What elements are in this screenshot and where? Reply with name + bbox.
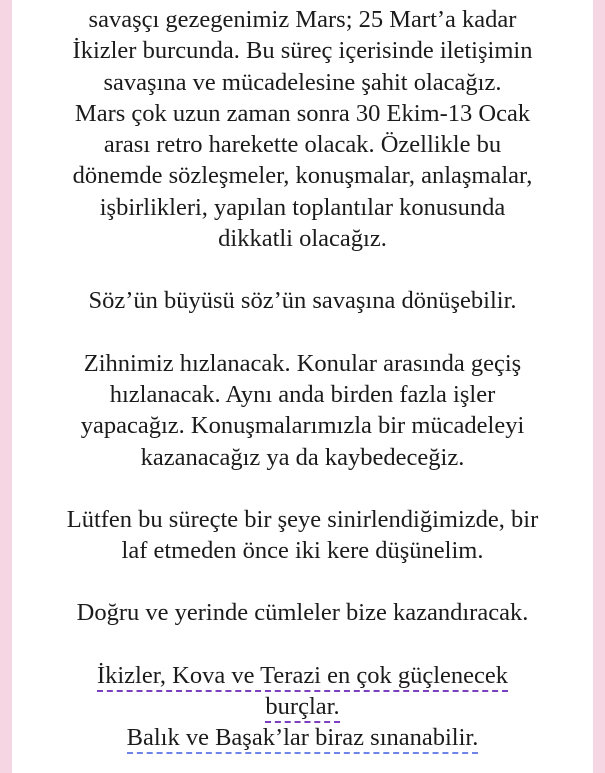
- paragraph-burclar: [18, 660, 587, 754]
- text-line: dikkatli olacağız.: [218, 225, 387, 253]
- text-line: savaşına ve mücadelesine şahit olacağız.: [103, 68, 502, 96]
- paragraph-dogru: [18, 597, 587, 628]
- text-line: [18, 722, 587, 753]
- underlined-text: burçlar.: [265, 693, 339, 723]
- text-line: dönemde sözleşmeler, konuşmalar, anlaşmalar,: [72, 162, 533, 190]
- paragraph-soz: [18, 285, 587, 316]
- text-line: Zihnimiz hızlanacak. Konular arasında geçiş: [83, 349, 522, 377]
- text-line: laf etmeden önce iki kere düşünelim.: [121, 537, 484, 565]
- paragraph-gap: [18, 629, 587, 660]
- text-line: Lütfen bu süreçte bir şeye sinirlendiğimizde, bir: [66, 505, 539, 533]
- underlined-text: İkizler, Kova ve Terazi en çok güçlenecek: [97, 662, 508, 692]
- paragraph-lutfen: [18, 504, 587, 567]
- text-line: hızlanacak. Aynı anda birden fazla işler: [109, 380, 496, 408]
- text-line: Söz’ün büyüsü söz’ün savaşına dönüşebilir.: [88, 287, 517, 315]
- text-line: [18, 660, 587, 691]
- left-pink-border: [0, 0, 12, 773]
- underlined-text: Balık ve Başak’lar biraz sınanabilir.: [127, 724, 479, 754]
- right-pink-border: [593, 0, 605, 773]
- text-line: işbirlikleri, yapılan toplantılar konusunda: [99, 193, 506, 221]
- text-line: kazanacağız ya da kaybedeceğiz.: [140, 443, 465, 471]
- text-line: [18, 691, 587, 722]
- paragraph-zihin: [18, 348, 587, 473]
- text-line: İkizler burcunda. Bu süreç içerisinde iletişimin: [72, 37, 533, 65]
- paragraph-gap: [18, 566, 587, 597]
- paragraph-mars-retro: [18, 4, 587, 254]
- text-line: Mars çok uzun zaman sonra 30 Ekim-13 Ocak: [74, 99, 531, 127]
- paragraph-gap: [18, 473, 587, 504]
- text-line: yapacağız. Konuşmalarımızla bir mücadeleyi: [80, 412, 525, 440]
- text-line: Doğru ve yerinde cümleler bize kazandıracak.: [76, 599, 529, 627]
- text-line: savaşçı gezegenimiz Mars; 25 Mart’a kadar: [88, 6, 517, 33]
- paragraph-gap: [18, 317, 587, 348]
- text-content: [18, 4, 587, 754]
- paragraph-gap: [18, 254, 587, 285]
- text-line: arası retro harekette olacak. Özellikle bu: [103, 131, 502, 159]
